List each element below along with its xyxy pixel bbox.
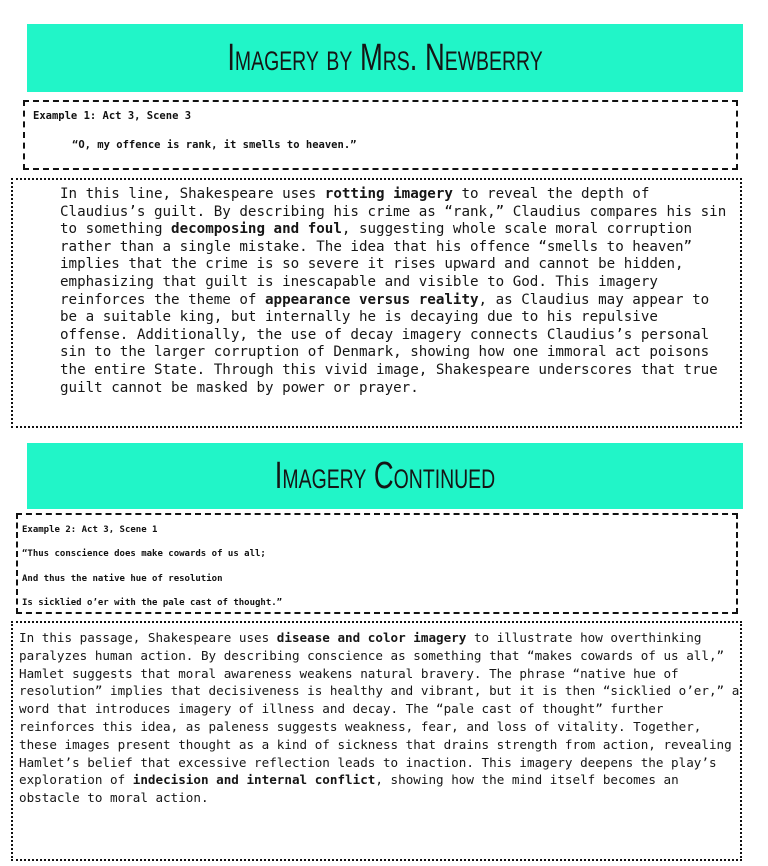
key-term: rotting imagery: [324, 186, 453, 202]
analysis-2-box: [11, 621, 742, 861]
analysis-1-paragraph: In this line, Shakespeare uses rotting imagery to reveal the depth of Claudius’s guilt. By describing his crime as “rank,” Claudius compares his sin to something decomposing and foul, suggesting whole scale moral corruption rather than a single mistake. The idea that his offence “smells to heaven” implies that the crime is so severe it rises upward and cannot be hidden, emphasizing that guilt is inescapable and visible to God. This imagery reinforces the theme of appearance versus reality, as Claudius may appear to be a suitable king, but internally he is decaying due to his repulsive offense. Additionally, the use of decay imagery connects Claudius’s personal sin to the larger corruption of Denmark, showing how one immoral act poisons the entire State. Through this vivid image, Shakespeare underscores that true guilt cannot be masked by power or prayer.: [60, 186, 727, 396]
example-2-box: [16, 513, 738, 614]
title-banner: [27, 24, 743, 92]
example-2-quote-line: Is sicklied o’er with the pale cast of thought.”: [22, 598, 283, 608]
key-term: decomposing and foul: [171, 221, 342, 238]
example-2-quote-line: “Thus conscience does make cowards of us all;: [22, 549, 266, 559]
page-title: Imagery by Mrs. Newberry: [227, 37, 543, 79]
example-1-quote: “O, my offence is rank, it smells to heaven.”: [72, 139, 357, 151]
analysis-2-paragraph: In this passage, Shakespeare uses disease and color imagery to illustrate how overthinking paralyzes human action. By describing conscience as something that “makes cowards of us all,” Hamlet suggests that moral awareness weakens natural bravery. The phrase “native hue of resolution” implies that decisiveness is healthy and vibrant, but it is then “sicklied o’er,” a word that introduces imagery of illness and decay. The “pale cast of thought” further reinforces this idea, as paleness suggests weakness, fear, and loss of vitality. Together, these images present thought as a kind of sickness that drains strength from action, revealing Hamlet’s belief that excessive reflection leads to inaction. This imagery deepens the play’s exploration of indecision and internal conflict, showing how the mind itself becomes an obstacle to moral action.: [19, 630, 740, 806]
analysis-1-box: [11, 178, 742, 428]
example-2-quote-line: And thus the native hue of resolution: [22, 574, 223, 584]
key-term: indecision and internal conflict: [132, 772, 376, 788]
key-term: appearance versus reality: [265, 291, 479, 308]
section-title: Imagery Continued: [274, 455, 496, 497]
example-1-box: [23, 100, 738, 170]
example-1-heading: Example 1: Act 3, Scene 3: [33, 110, 192, 122]
section-banner: [27, 443, 743, 509]
key-term: disease and color imagery: [276, 630, 467, 645]
example-2-heading: Example 2: Act 3, Scene 1: [22, 525, 158, 535]
